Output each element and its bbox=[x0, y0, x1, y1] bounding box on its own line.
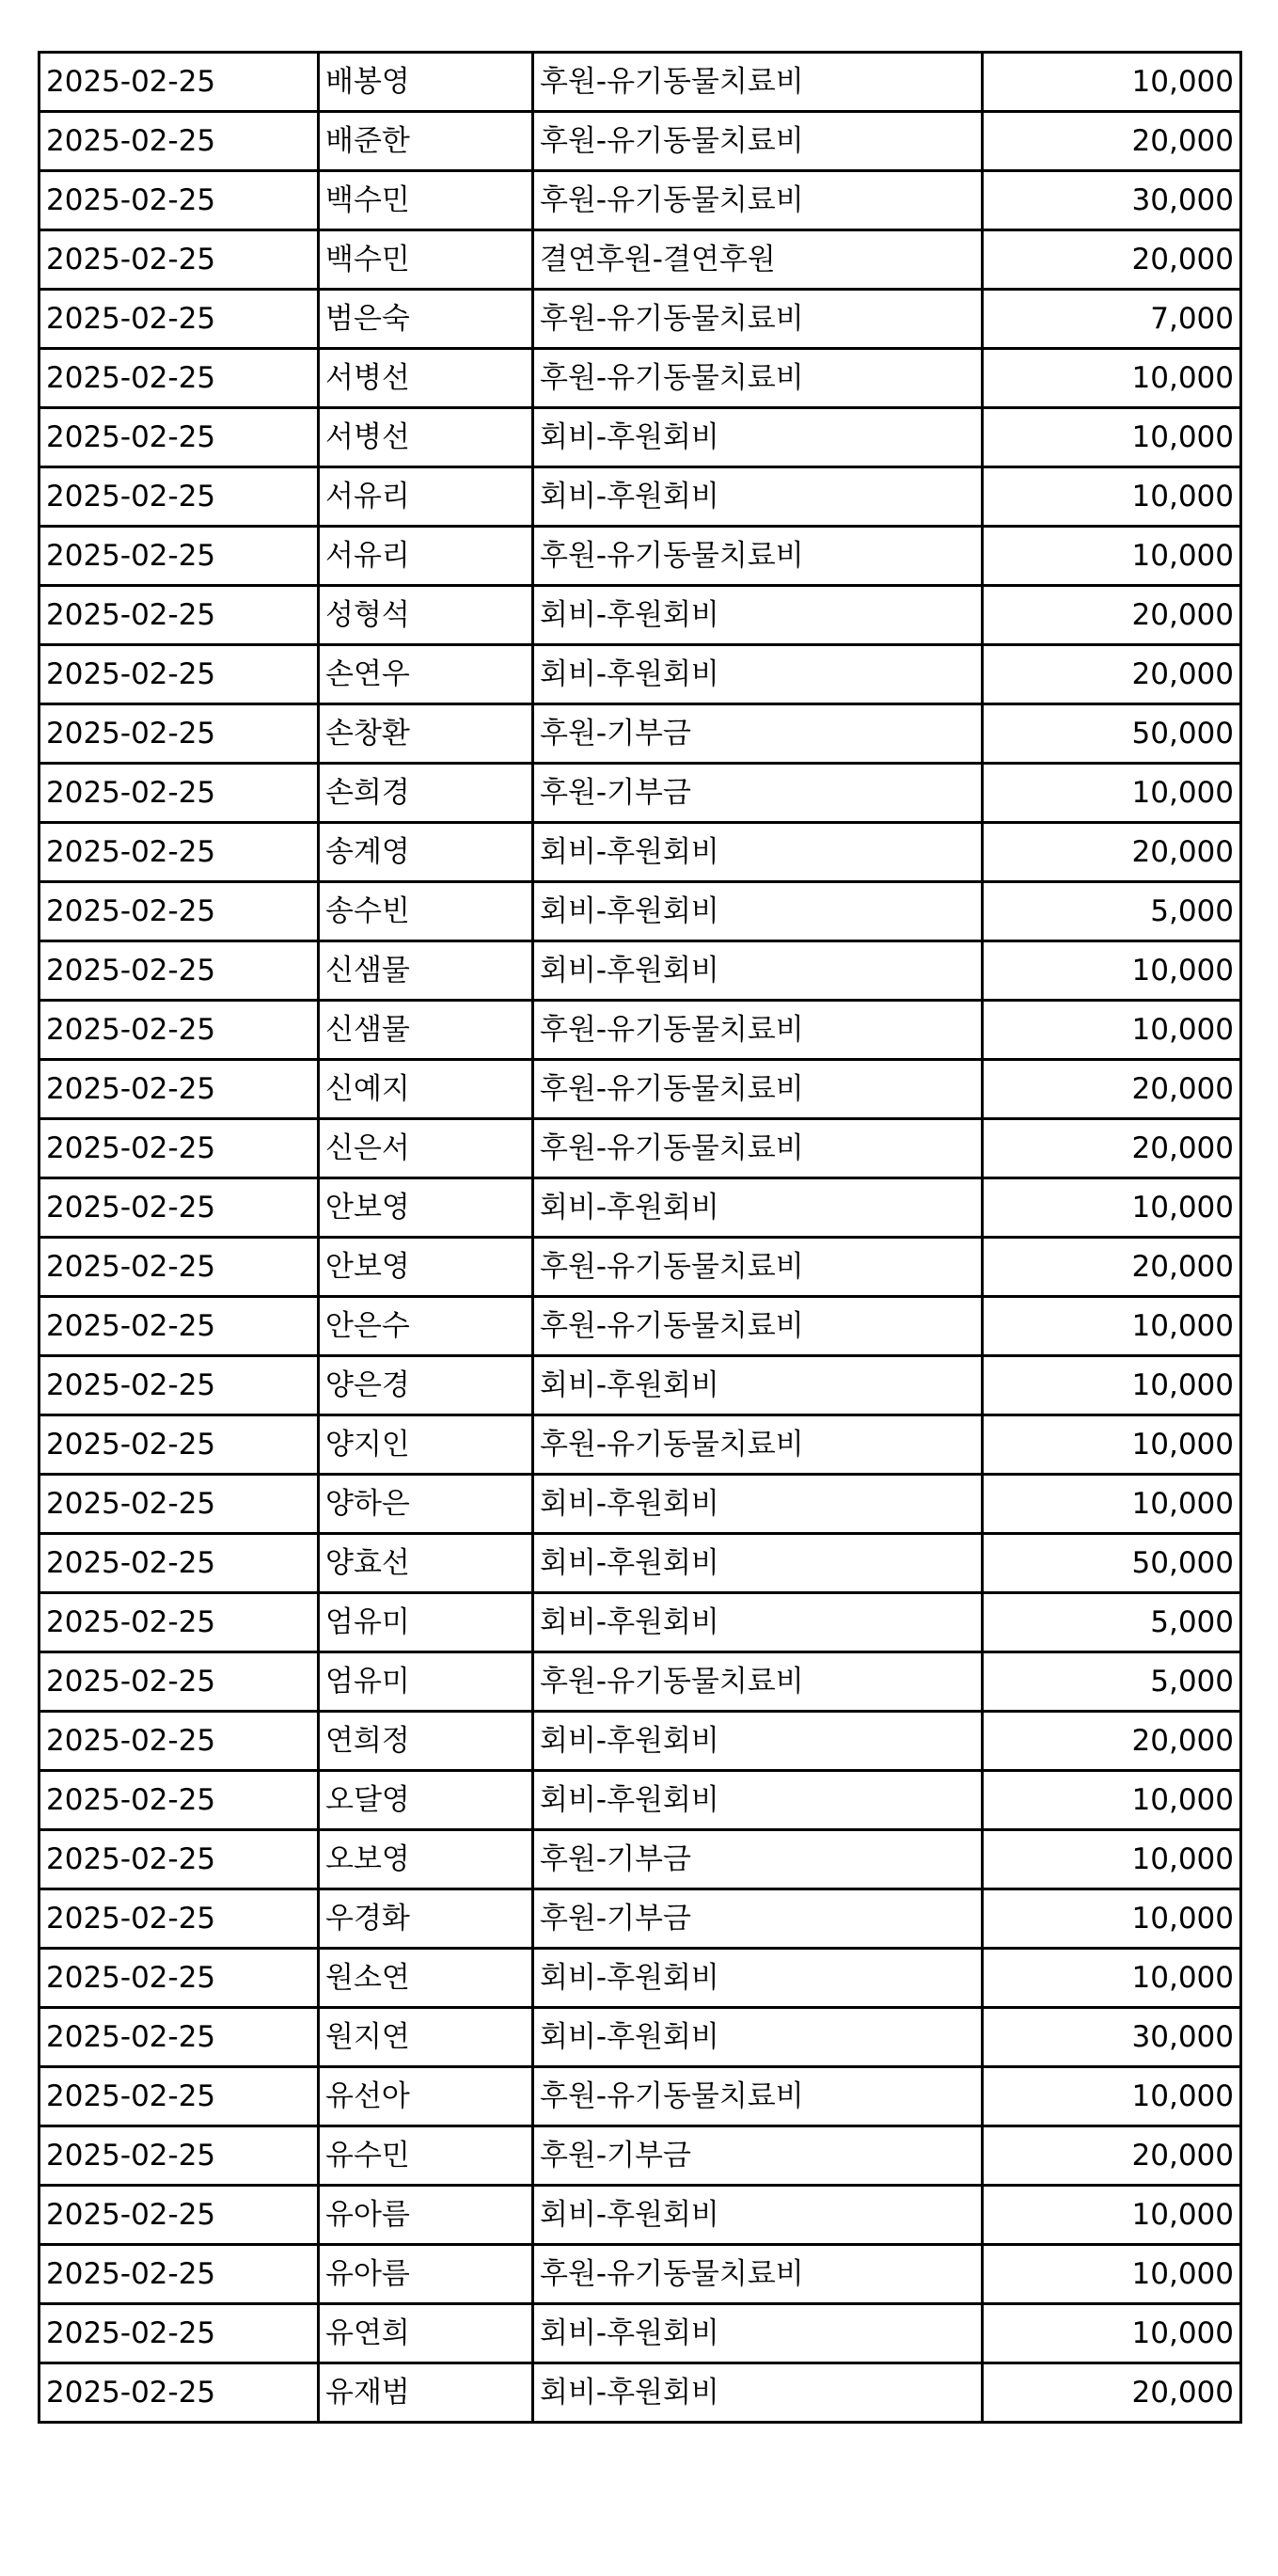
donor-name-cell: 신샘물 bbox=[319, 941, 533, 1001]
table-row bbox=[39, 112, 1241, 171]
date-cell: 2025-02-25 bbox=[39, 2245, 319, 2304]
table-row bbox=[39, 53, 1241, 112]
table-row bbox=[39, 823, 1241, 882]
category-cell: 후원-유기동물치료비 bbox=[533, 112, 983, 171]
amount-cell: 10,000 bbox=[983, 408, 1241, 467]
date-cell: 2025-02-25 bbox=[39, 1712, 319, 1771]
donor-name-cell: 손희경 bbox=[319, 764, 533, 823]
date-cell: 2025-02-25 bbox=[39, 1119, 319, 1178]
amount-cell: 10,000 bbox=[983, 2186, 1241, 2245]
category-cell: 후원-유기동물치료비 bbox=[533, 1652, 983, 1712]
table-row bbox=[39, 230, 1241, 290]
date-cell: 2025-02-25 bbox=[39, 171, 319, 230]
donor-name-cell: 유선아 bbox=[319, 2067, 533, 2126]
amount-cell: 20,000 bbox=[983, 1119, 1241, 1178]
category-cell: 후원-유기동물치료비 bbox=[533, 349, 983, 408]
amount-cell: 10,000 bbox=[983, 1830, 1241, 1889]
table-row bbox=[39, 1356, 1241, 1415]
table-row bbox=[39, 1652, 1241, 1712]
amount-cell: 5,000 bbox=[983, 1593, 1241, 1652]
category-cell: 회비-후원회비 bbox=[533, 1771, 983, 1830]
donor-name-cell: 성형석 bbox=[319, 586, 533, 645]
date-cell: 2025-02-25 bbox=[39, 1297, 319, 1356]
donor-name-cell: 백수민 bbox=[319, 171, 533, 230]
table-row bbox=[39, 527, 1241, 586]
date-cell: 2025-02-25 bbox=[39, 645, 319, 704]
category-cell: 후원-기부금 bbox=[533, 1889, 983, 1949]
table-row bbox=[39, 1534, 1241, 1593]
date-cell: 2025-02-25 bbox=[39, 2363, 319, 2423]
date-cell: 2025-02-25 bbox=[39, 2067, 319, 2126]
table-row bbox=[39, 467, 1241, 527]
donor-name-cell: 연희정 bbox=[319, 1712, 533, 1771]
category-cell: 후원-유기동물치료비 bbox=[533, 1415, 983, 1475]
donor-name-cell: 양은경 bbox=[319, 1356, 533, 1415]
table-row bbox=[39, 2245, 1241, 2304]
donor-name-cell: 범은숙 bbox=[319, 290, 533, 349]
date-cell: 2025-02-25 bbox=[39, 704, 319, 764]
category-cell: 회비-후원회비 bbox=[533, 1949, 983, 2008]
date-cell: 2025-02-25 bbox=[39, 1652, 319, 1712]
amount-cell: 20,000 bbox=[983, 645, 1241, 704]
date-cell: 2025-02-25 bbox=[39, 1060, 319, 1119]
category-cell: 후원-유기동물치료비 bbox=[533, 2245, 983, 2304]
date-cell: 2025-02-25 bbox=[39, 408, 319, 467]
date-cell: 2025-02-25 bbox=[39, 467, 319, 527]
category-cell: 후원-기부금 bbox=[533, 1830, 983, 1889]
date-cell: 2025-02-25 bbox=[39, 1001, 319, 1060]
date-cell: 2025-02-25 bbox=[39, 586, 319, 645]
table-row bbox=[39, 1593, 1241, 1652]
amount-cell: 10,000 bbox=[983, 2067, 1241, 2126]
category-cell: 회비-후원회비 bbox=[533, 1593, 983, 1652]
donor-name-cell: 배봉영 bbox=[319, 53, 533, 112]
date-cell: 2025-02-25 bbox=[39, 53, 319, 112]
category-cell: 회비-후원회비 bbox=[533, 645, 983, 704]
category-cell: 회비-후원회비 bbox=[533, 2008, 983, 2067]
table-row bbox=[39, 1297, 1241, 1356]
date-cell: 2025-02-25 bbox=[39, 1475, 319, 1534]
amount-cell: 10,000 bbox=[983, 1356, 1241, 1415]
date-cell: 2025-02-25 bbox=[39, 1534, 319, 1593]
category-cell: 회비-후원회비 bbox=[533, 941, 983, 1001]
date-cell: 2025-02-25 bbox=[39, 764, 319, 823]
category-cell: 후원-기부금 bbox=[533, 704, 983, 764]
amount-cell: 30,000 bbox=[983, 171, 1241, 230]
amount-cell: 10,000 bbox=[983, 1178, 1241, 1238]
date-cell: 2025-02-25 bbox=[39, 1949, 319, 2008]
table-row bbox=[39, 1001, 1241, 1060]
date-cell: 2025-02-25 bbox=[39, 2008, 319, 2067]
amount-cell: 10,000 bbox=[983, 2245, 1241, 2304]
donation-table bbox=[38, 51, 1242, 2424]
category-cell: 후원-기부금 bbox=[533, 764, 983, 823]
date-cell: 2025-02-25 bbox=[39, 1178, 319, 1238]
amount-cell: 10,000 bbox=[983, 467, 1241, 527]
table-row bbox=[39, 941, 1241, 1001]
donor-name-cell: 양하은 bbox=[319, 1475, 533, 1534]
donor-name-cell: 유재범 bbox=[319, 2363, 533, 2423]
table-row bbox=[39, 1949, 1241, 2008]
date-cell: 2025-02-25 bbox=[39, 1238, 319, 1297]
date-cell: 2025-02-25 bbox=[39, 230, 319, 290]
amount-cell: 20,000 bbox=[983, 1712, 1241, 1771]
amount-cell: 20,000 bbox=[983, 112, 1241, 171]
donor-name-cell: 안보영 bbox=[319, 1178, 533, 1238]
category-cell: 후원-유기동물치료비 bbox=[533, 171, 983, 230]
category-cell: 회비-후원회비 bbox=[533, 2186, 983, 2245]
category-cell: 회비-후원회비 bbox=[533, 1534, 983, 1593]
donor-name-cell: 원소연 bbox=[319, 1949, 533, 2008]
table-row bbox=[39, 2363, 1241, 2423]
table-row bbox=[39, 645, 1241, 704]
donor-name-cell: 유아름 bbox=[319, 2186, 533, 2245]
amount-cell: 20,000 bbox=[983, 2126, 1241, 2186]
table-row bbox=[39, 1889, 1241, 1949]
amount-cell: 10,000 bbox=[983, 1771, 1241, 1830]
date-cell: 2025-02-25 bbox=[39, 941, 319, 1001]
amount-cell: 10,000 bbox=[983, 1415, 1241, 1475]
amount-cell: 20,000 bbox=[983, 230, 1241, 290]
donor-name-cell: 유아름 bbox=[319, 2245, 533, 2304]
amount-cell: 10,000 bbox=[983, 2304, 1241, 2363]
category-cell: 후원-유기동물치료비 bbox=[533, 1060, 983, 1119]
donor-name-cell: 서유리 bbox=[319, 467, 533, 527]
amount-cell: 5,000 bbox=[983, 882, 1241, 941]
category-cell: 회비-후원회비 bbox=[533, 1475, 983, 1534]
table-row bbox=[39, 2304, 1241, 2363]
category-cell: 후원-유기동물치료비 bbox=[533, 2067, 983, 2126]
date-cell: 2025-02-25 bbox=[39, 1415, 319, 1475]
donor-name-cell: 송계영 bbox=[319, 823, 533, 882]
amount-cell: 20,000 bbox=[983, 1238, 1241, 1297]
category-cell: 회비-후원회비 bbox=[533, 1356, 983, 1415]
amount-cell: 7,000 bbox=[983, 290, 1241, 349]
donor-name-cell: 서병선 bbox=[319, 349, 533, 408]
donor-name-cell: 엄유미 bbox=[319, 1652, 533, 1712]
date-cell: 2025-02-25 bbox=[39, 1593, 319, 1652]
amount-cell: 10,000 bbox=[983, 1475, 1241, 1534]
table-row bbox=[39, 1238, 1241, 1297]
date-cell: 2025-02-25 bbox=[39, 1889, 319, 1949]
category-cell: 회비-후원회비 bbox=[533, 2304, 983, 2363]
table-row bbox=[39, 2067, 1241, 2126]
category-cell: 후원-유기동물치료비 bbox=[533, 53, 983, 112]
table-row bbox=[39, 704, 1241, 764]
donor-name-cell: 오보영 bbox=[319, 1830, 533, 1889]
donor-name-cell: 양효선 bbox=[319, 1534, 533, 1593]
donor-name-cell: 손연우 bbox=[319, 645, 533, 704]
table-row bbox=[39, 1415, 1241, 1475]
table-row bbox=[39, 171, 1241, 230]
table-row bbox=[39, 1475, 1241, 1534]
table-row bbox=[39, 290, 1241, 349]
amount-cell: 10,000 bbox=[983, 349, 1241, 408]
table-row bbox=[39, 1178, 1241, 1238]
amount-cell: 20,000 bbox=[983, 1060, 1241, 1119]
donor-name-cell: 안은수 bbox=[319, 1297, 533, 1356]
category-cell: 후원-유기동물치료비 bbox=[533, 290, 983, 349]
donor-name-cell: 신은서 bbox=[319, 1119, 533, 1178]
donor-name-cell: 우경화 bbox=[319, 1889, 533, 1949]
amount-cell: 10,000 bbox=[983, 941, 1241, 1001]
category-cell: 회비-후원회비 bbox=[533, 2363, 983, 2423]
donor-name-cell: 백수민 bbox=[319, 230, 533, 290]
amount-cell: 10,000 bbox=[983, 1889, 1241, 1949]
date-cell: 2025-02-25 bbox=[39, 349, 319, 408]
category-cell: 결연후원-결연후원 bbox=[533, 230, 983, 290]
donor-name-cell: 신예지 bbox=[319, 1060, 533, 1119]
table-row bbox=[39, 1771, 1241, 1830]
category-cell: 회비-후원회비 bbox=[533, 408, 983, 467]
table-row bbox=[39, 586, 1241, 645]
table-row bbox=[39, 882, 1241, 941]
amount-cell: 10,000 bbox=[983, 1001, 1241, 1060]
donor-name-cell: 유수민 bbox=[319, 2126, 533, 2186]
category-cell: 회비-후원회비 bbox=[533, 1712, 983, 1771]
table-row bbox=[39, 2186, 1241, 2245]
table-row bbox=[39, 2008, 1241, 2067]
donor-name-cell: 원지연 bbox=[319, 2008, 533, 2067]
table-row bbox=[39, 2126, 1241, 2186]
amount-cell: 10,000 bbox=[983, 764, 1241, 823]
category-cell: 회비-후원회비 bbox=[533, 823, 983, 882]
date-cell: 2025-02-25 bbox=[39, 290, 319, 349]
category-cell: 후원-유기동물치료비 bbox=[533, 527, 983, 586]
donor-name-cell: 송수빈 bbox=[319, 882, 533, 941]
date-cell: 2025-02-25 bbox=[39, 2126, 319, 2186]
amount-cell: 10,000 bbox=[983, 1297, 1241, 1356]
date-cell: 2025-02-25 bbox=[39, 112, 319, 171]
amount-cell: 10,000 bbox=[983, 1949, 1241, 2008]
date-cell: 2025-02-25 bbox=[39, 1356, 319, 1415]
category-cell: 회비-후원회비 bbox=[533, 1178, 983, 1238]
category-cell: 회비-후원회비 bbox=[533, 586, 983, 645]
amount-cell: 20,000 bbox=[983, 586, 1241, 645]
donor-name-cell: 배준한 bbox=[319, 112, 533, 171]
donor-name-cell: 서병선 bbox=[319, 408, 533, 467]
date-cell: 2025-02-25 bbox=[39, 527, 319, 586]
donor-name-cell: 안보영 bbox=[319, 1238, 533, 1297]
date-cell: 2025-02-25 bbox=[39, 2186, 319, 2245]
table-row bbox=[39, 1712, 1241, 1771]
donor-name-cell: 양지인 bbox=[319, 1415, 533, 1475]
donor-name-cell: 오달영 bbox=[319, 1771, 533, 1830]
category-cell: 후원-유기동물치료비 bbox=[533, 1238, 983, 1297]
table-row bbox=[39, 1119, 1241, 1178]
category-cell: 후원-유기동물치료비 bbox=[533, 1001, 983, 1060]
date-cell: 2025-02-25 bbox=[39, 882, 319, 941]
table-row bbox=[39, 1830, 1241, 1889]
amount-cell: 5,000 bbox=[983, 1652, 1241, 1712]
table-row bbox=[39, 1060, 1241, 1119]
donor-name-cell: 신샘물 bbox=[319, 1001, 533, 1060]
amount-cell: 20,000 bbox=[983, 823, 1241, 882]
date-cell: 2025-02-25 bbox=[39, 1830, 319, 1889]
amount-cell: 30,000 bbox=[983, 2008, 1241, 2067]
table-row bbox=[39, 764, 1241, 823]
category-cell: 회비-후원회비 bbox=[533, 467, 983, 527]
date-cell: 2025-02-25 bbox=[39, 2304, 319, 2363]
category-cell: 후원-유기동물치료비 bbox=[533, 1297, 983, 1356]
table-row bbox=[39, 408, 1241, 467]
amount-cell: 10,000 bbox=[983, 53, 1241, 112]
category-cell: 후원-기부금 bbox=[533, 2126, 983, 2186]
amount-cell: 50,000 bbox=[983, 1534, 1241, 1593]
donor-name-cell: 엄유미 bbox=[319, 1593, 533, 1652]
date-cell: 2025-02-25 bbox=[39, 823, 319, 882]
amount-cell: 50,000 bbox=[983, 704, 1241, 764]
amount-cell: 10,000 bbox=[983, 527, 1241, 586]
category-cell: 회비-후원회비 bbox=[533, 882, 983, 941]
donor-name-cell: 손창환 bbox=[319, 704, 533, 764]
table-row bbox=[39, 349, 1241, 408]
date-cell: 2025-02-25 bbox=[39, 1771, 319, 1830]
category-cell: 후원-유기동물치료비 bbox=[533, 1119, 983, 1178]
amount-cell: 20,000 bbox=[983, 2363, 1241, 2423]
table-body bbox=[39, 53, 1241, 2423]
donor-name-cell: 유연희 bbox=[319, 2304, 533, 2363]
donation-ledger bbox=[38, 51, 1239, 2424]
donor-name-cell: 서유리 bbox=[319, 527, 533, 586]
